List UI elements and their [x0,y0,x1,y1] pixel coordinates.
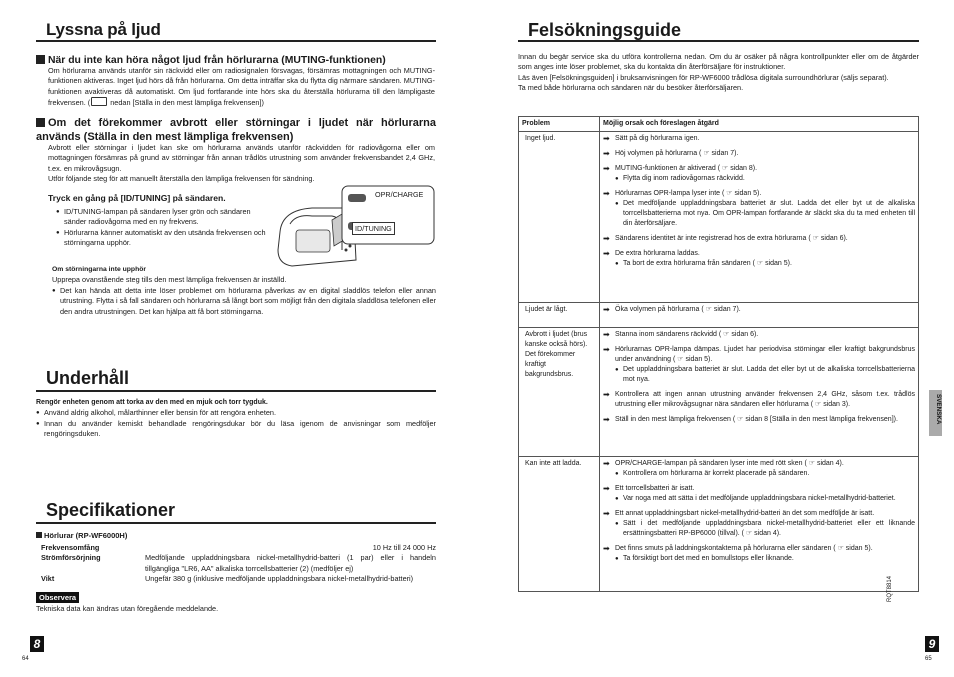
square-bullet-icon [36,532,42,538]
action-cell [600,132,919,303]
language-tab: SVENSKA [929,390,942,436]
action-item: ➡ Ett annat uppladdningsbart nickel-metallhydrid-batteri än det som medföljde är isatt. ● Sätt i det medföljande uppladdningsbara nickel-metallhydrid-batteriet eller ett liknande ersättningsbatteri RP-BP6000 (tillval). ( ☞ sidan 4). [603,509,915,539]
muting-body: Om hörlurarna används utanför sin räckvidd eller om radiosignalen försvagas, försämras mottagningen och MUTING-funktionen aktiveras. Inget ljud hörs då från hörlurarna. Om detta inträffar ska du flytta dig närmare sändaren. MUTING-funktionen avaktiveras då automatiskt. Om ljud fortfarande inte hörs ska du återställa hörlurarna till den lämpligaste frekvensen. ( nedan [Ställa in den mest lämpliga frekvensen]) [48,66,435,108]
spec-row: Frekvensomfång 10 Hz till 24 000 Hz [41,543,436,552]
action-item: ➡ MUTING-funktionen är aktiverad ( ☞ sidan 8). ● Flytta dig inom radiovågornas räckvidd. [603,164,915,184]
step-title: Tryck en gång på [ID/TUNING] på sändaren. [48,193,226,203]
action-cell [600,457,919,592]
arrow-icon: ➡ [603,164,610,173]
action-item: ➡ Sätt på dig hörlurarna igen. [603,134,700,143]
spec-title: Specifikationer [46,500,176,520]
interference-body: Avbrott eller störningar i ljudet kan ske om hörlurarna används utanför räckvidden för radiovågorna eller om mottagningen försämras på grund av störningar från annan trådlös utrustning som använder frekvensbandet 2,4 GHz, t.ex. en mikrovågsugn. Utför följande steg för att manuellt återställa den lämpliga frekvensen för sändning. [48,143,435,184]
arrow-icon: ➡ [603,544,610,553]
step-block [48,193,270,249]
felsokning-title: Felsökningsguide [528,20,682,40]
opr-charge-label: OPR/CHARGE [375,190,424,199]
id-tuning-label: ID/TUNING [352,222,395,235]
title-rule [36,390,436,392]
page-number-small: 64 [22,656,29,662]
action-item: ➡ De extra hörlurarna laddas. ● Ta bort de extra hörlurarna från sändaren ( ☞ sidan 5). [603,249,915,269]
action-item: ➡ Hörlurarnas OPR-lampa lyser inte ( ☞ sidan 5). ● Det medföljande uppladdningsbara batteriet är slut. Ladda det eller byt ut de alkaliska torrcellsbatterierna mot nya. Om OPR-lampan fortfarande är släckt ska du ta med enheten till din återförsäljare. [603,189,915,229]
page-number: 8 [30,636,44,652]
action-item: ➡ Det finns smuts på laddningskontakterna på hörlurarna eller sändaren ( ☞ sidan 5). ● Ta försiktigt bort det med en bomullstops eller liknande. [603,544,915,564]
square-bullet-icon [36,118,45,127]
page-number: 9 [925,636,939,652]
arrow-icon: ➡ [603,345,610,354]
muting-heading: När du inte kan höra något ljud från hörlurarna (MUTING-funktionen) [36,54,436,67]
underhall-title: Underhåll [46,368,130,388]
action-item: ➡ Hörlurarnas OPR-lampa dämpas. Ljudet har periodvisa störningar eller kraftigt bakgrundsbrus under användning ( ☞ sidan 5). ● Det uppladdningsbara batteriet är slut. Ladda det eller byt ut de alkaliska torrcellsbatterierna mot nya. [603,345,915,385]
troubleshooting-table [518,116,919,592]
reference-icon [91,97,107,106]
action-item: ➡ Ett torrcellsbatteri är isatt. ● Var noga med att sätta i det medföljande uppladdningsbara nickel-metallhydrid-batteriet. [603,484,915,504]
table-header: Problem Möjlig orsak och föreslagen åtgärd [519,117,919,132]
observera-label: Observera [36,592,79,603]
arrow-icon: ➡ [603,189,610,198]
problem-cell: Ljudet är lågt. [519,303,600,328]
action-item: ➡ Stanna inom sändarens räckvidd ( ☞ sidan 6). [603,330,759,339]
arrow-icon: ➡ [603,390,610,399]
problem-cell: Inget ljud. [519,132,600,303]
underhall-body: Rengör enheten genom att torka av den med en mjuk och torr tygduk. ● Använd aldrig alkohol, målarthinner eller bensin för att rengöra enheten. ● Innan du använder kemiskt behandlade rengöringsdukar bör du läsa igenom de anvisningar som medföljer rengöringsduken. [36,398,436,440]
problem-cell: Kan inte att ladda. [519,457,600,592]
table-row [519,303,919,328]
interference-heading: Om det förekommer avbrott eller störningar i ljudet när hörlurarna används (Ställa in den mest lämpliga frekvensen) [36,117,436,143]
persist-bullet: ● Det kan hända att detta inte löser problemet om hörlurarna påverkas av en digital sladdlös telefon eller annan utrustning. Flytta i så fall sändaren och hörlurarna så långt bort som möjligt från den digitala sladdlösa telefonen eller den andra utrustningen. Det kan hjälpa att få bort störningarna. [52,286,436,317]
action-item: ➡ Ställ in den mest lämpliga frekvensen ( ☞ sidan 8 [Ställa in den mest lämpliga frekvensen]). [603,415,898,424]
arrow-icon: ➡ [603,330,610,339]
title-rule [36,40,436,42]
square-bullet-icon [36,55,45,64]
problem-cell: Avbrott i ljudet (brus kanske också hörs). Det förekommer kraftigt bakgrundsbrus. [519,328,600,457]
action-item: ➡ OPR/CHARGE-lampan på sändaren lyser inte med rött sken ( ☞ sidan 4). ● Kontrollera om hörlurarna är korrekt placerade på sändaren. [603,459,915,479]
arrow-icon: ➡ [603,459,610,468]
step-bullet: ● Hörlurarna känner automatiskt av den utsända frekvensen och störningarna upphör. [56,228,270,249]
title-rule [36,522,436,524]
persist-title: Om störningarna inte upphör [52,266,147,273]
table-row [519,328,919,457]
lyssna-title: Lyssna på ljud [46,20,161,39]
arrow-icon: ➡ [603,149,610,158]
arrow-icon: ➡ [603,305,610,314]
arrow-icon: ➡ [603,484,610,493]
action-item: ➡ Sändarens identitet är inte registrerad hos de extra hörlurarna ( ☞ sidan 6). [603,234,848,243]
side-code: RQT8814 [887,575,893,602]
step-bullet: ● ID/TUNING-lampan på sändaren lyser grön och sändaren sänder radiovågorna med en ny frekvens. [56,207,270,228]
persist-body: Upprepa ovanstående steg tills den mest lämpliga frekvensen är inställd. [52,275,287,285]
action-cell [600,303,919,328]
side-code [14,566,20,602]
arrow-icon: ➡ [603,415,610,424]
arrow-icon: ➡ [603,249,610,258]
transmitter-illustration [272,180,437,270]
arrow-icon: ➡ [603,234,610,243]
spec-table [41,543,436,585]
spec-row: Vikt Ungefär 380 g (inklusive medföljande uppladdningsbara nickel-metallhydrid-batteri) [41,574,414,584]
table-row [519,457,919,592]
spec-row: Strömförsörjning Medföljande uppladdningsbara nickel-metallhydrid-batteri (1 par) eller i handeln tillgängliga "LR6, AA" alkaliska torrcellsbatterier (2) (medföljer ej) [41,553,436,573]
table-row [519,132,919,303]
spec-sub: Hörlurar (RP-WF6000H) [36,531,436,540]
action-item: ➡ Höj volymen på hörlurarna ( ☞ sidan 7). [603,149,739,158]
action-item: ➡ Kontrollera att ingen annan utrustning använder frekvensen 2,4 GHz, såsom t.ex. trådlös utrustning eller mikrovågsugnar nära sändaren eller hörlurarna ( ☞ sidan 3). [603,390,915,408]
action-cell [600,328,919,457]
persist-block [52,265,436,317]
title-rule [518,40,919,42]
observera-text: Tekniska data kan ändras utan föregående meddelande. [36,604,219,613]
page-number-small: 65 [925,656,932,662]
arrow-icon: ➡ [603,509,610,518]
action-item: ➡ Öka volymen på hörlurarna ( ☞ sidan 7). [603,305,741,314]
arrow-icon: ➡ [603,134,610,143]
intro: Innan du begär service ska du utföra kontrollerna nedan. Om du är osäker på några kontrollpunkter eller om de åtgärder som anges inte löser problemet, ska du kontakta din återförsäljare för instruktioner. Läs även [Felsökningsguiden] i bruksanvisningen för RP-WF6000 trådlösa digitala surroundhörlurar (säljs separat). Ta med både hörlurarna och sändaren när du besöker återförsäljaren. [518,52,919,93]
